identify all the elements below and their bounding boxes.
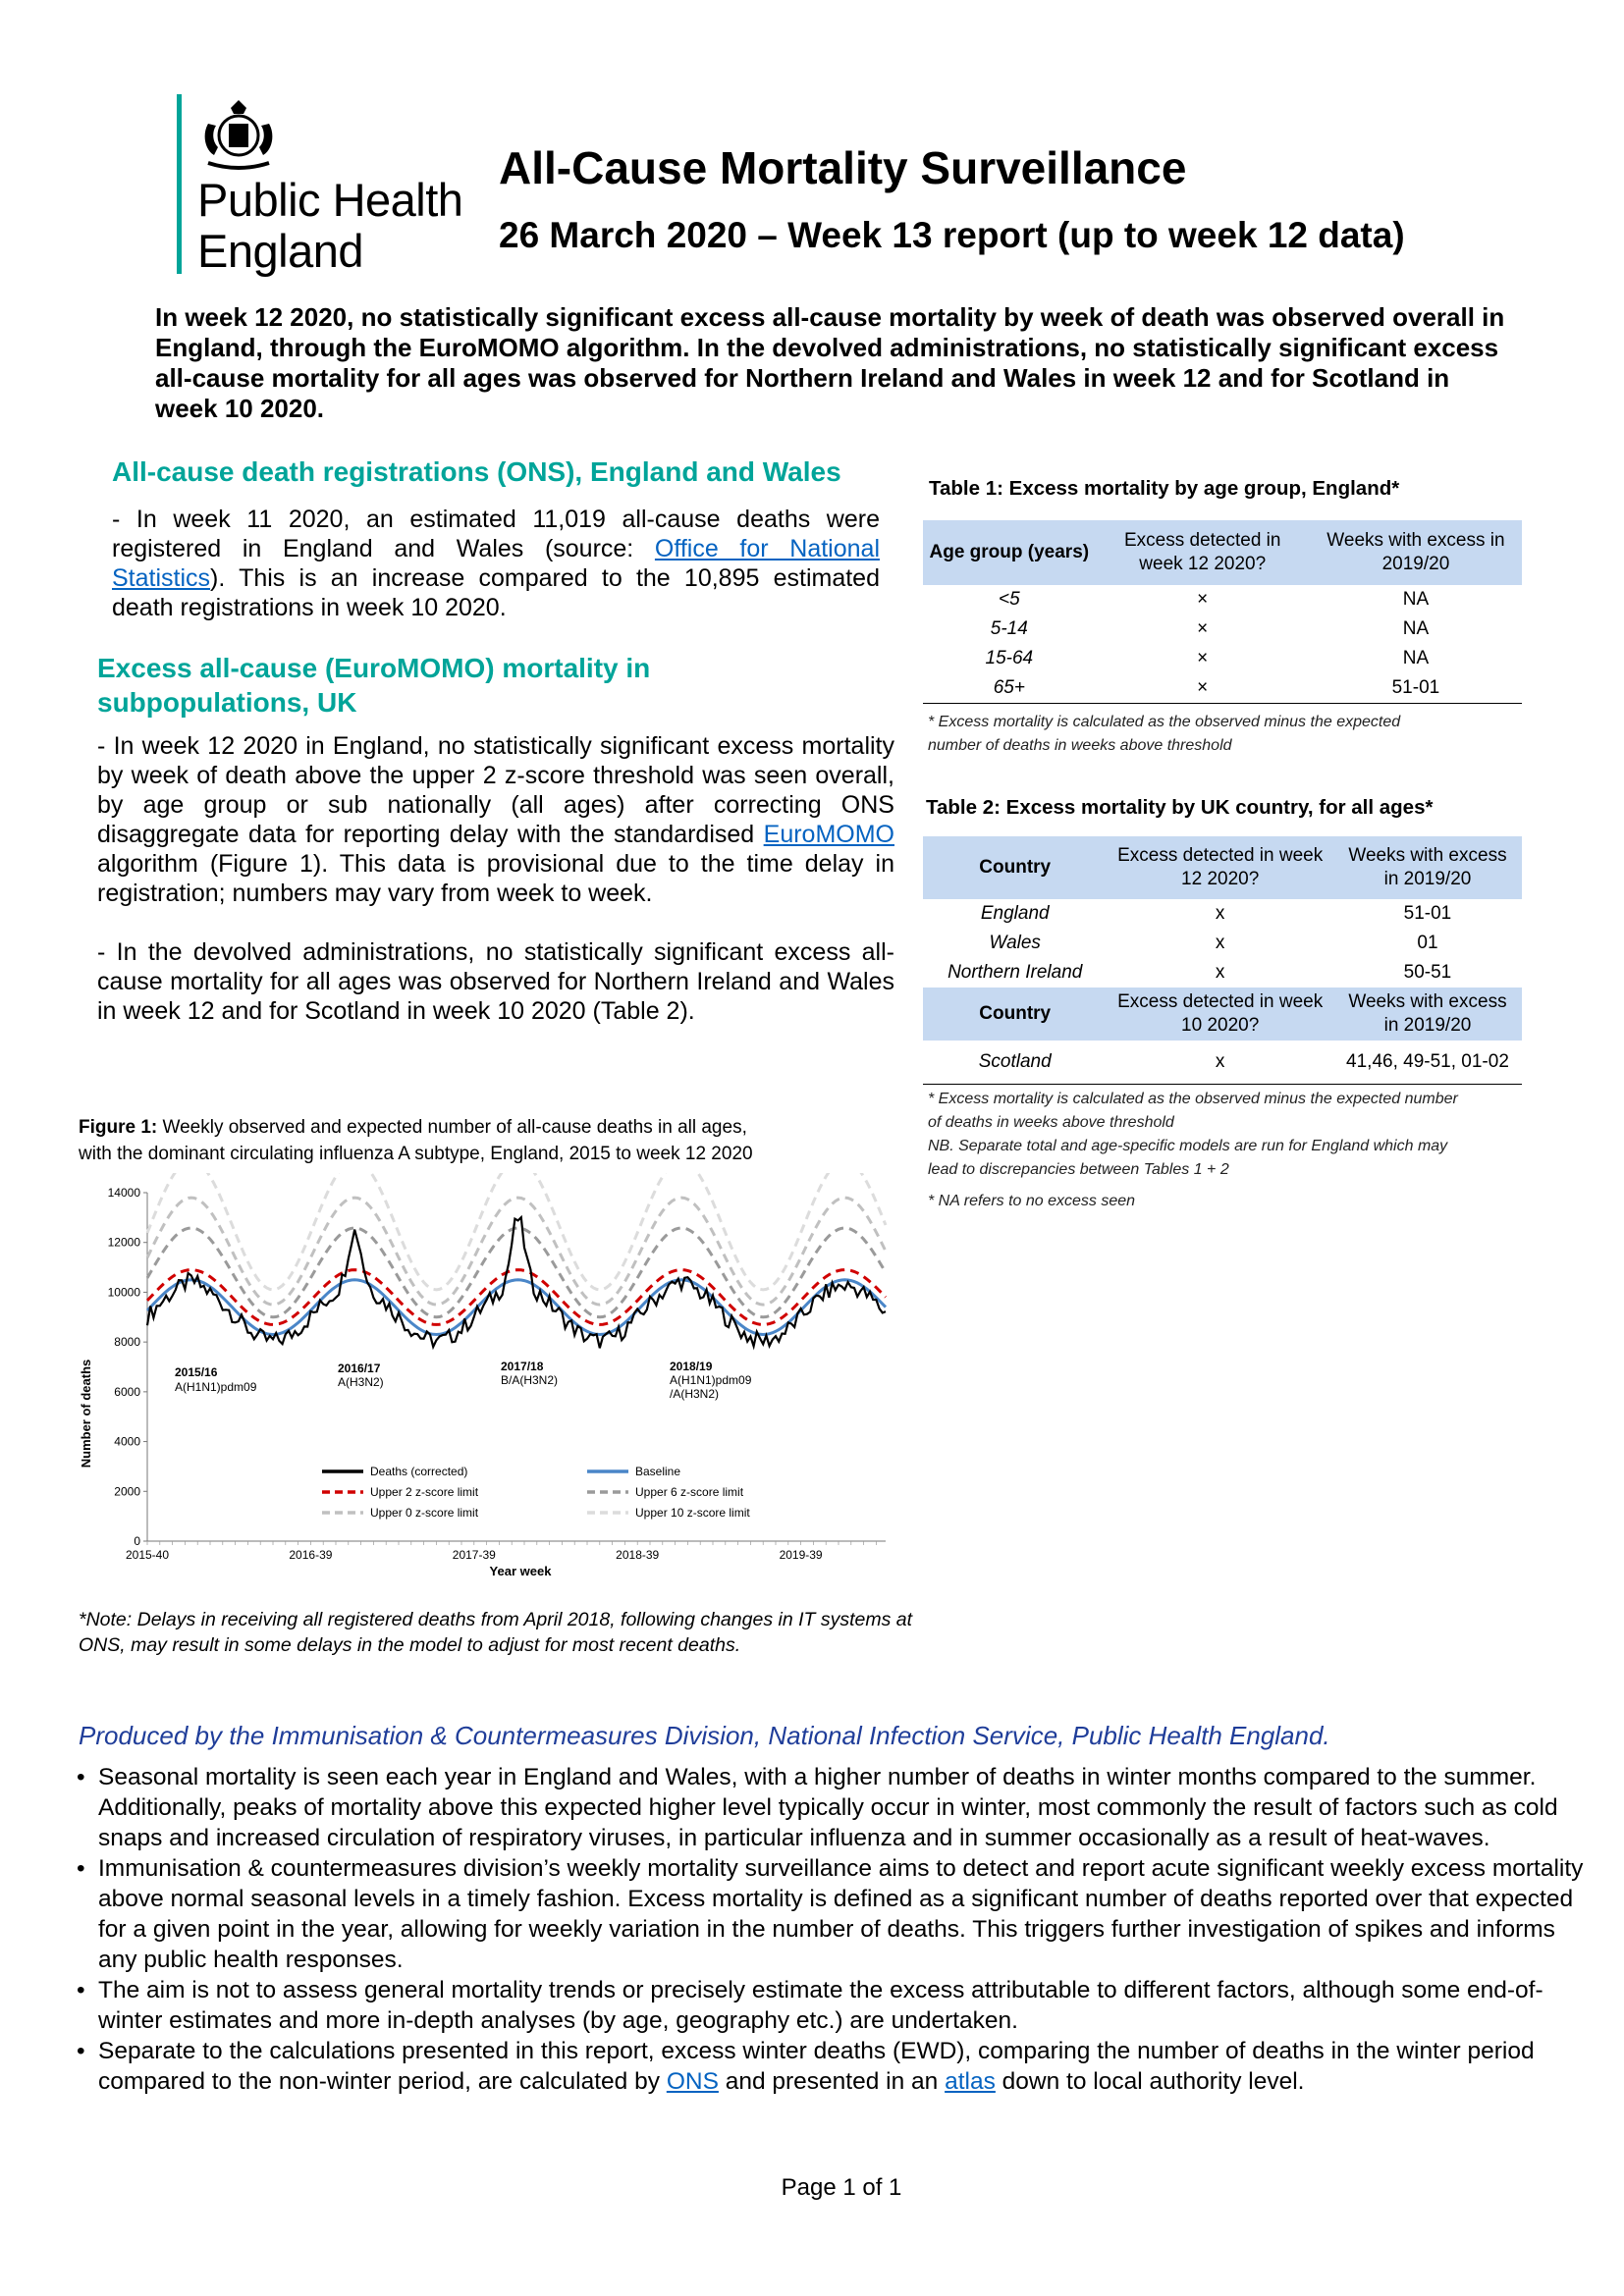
- chart-note: [79, 1607, 1021, 1658]
- section1-text-after: ). This is an increase compared to the 10,895 estimated death registrations in week 10 2020.: [112, 564, 880, 621]
- table2-cell: 51-01: [1403, 903, 1452, 924]
- bullet-text: Immunisation & countermeasures division’s weekly mortality surveillance aims to detect and report acute significant weekly excess mortality above normal seasonal levels in a timely fashion. Excess mortality is defined as a significant number of deaths reported over that expected for a given point in the year, allowing for weekly variation in the number of deaths. This triggers further investigation of spikes and informs any public health responses.: [98, 1855, 1584, 1973]
- table2-header: Weeks with excess in 2019/20: [1333, 988, 1522, 1041]
- ons-ewd-link[interactable]: ONS: [666, 2068, 719, 2095]
- list-item: [77, 2036, 1589, 2097]
- bullet-text: down to local authority level.: [995, 2068, 1305, 2095]
- chart-series: [147, 1173, 886, 1348]
- section2-p1-before: - In week 12 2020 in England, no statistically significant excess mortality by week of death above the upper 2 z-score threshold was seen overall, by age group or sub nationally (all ages) after correcting ONS disaggregate data for reporting delay with the standardised: [97, 732, 894, 848]
- euromomo-link[interactable]: EuroMOMO: [763, 821, 894, 848]
- season-subtype: /A(H3N2): [670, 1387, 720, 1401]
- table2-caption: Table 2: Excess mortality by UK country, for all ages*: [926, 796, 1434, 819]
- x-axis-label: Year week: [489, 1564, 552, 1578]
- table2-cell: England: [980, 903, 1050, 924]
- x-tick-label: 2015-40: [125, 1548, 170, 1562]
- table1-cell: NA: [1402, 618, 1430, 639]
- table-row: [923, 929, 1522, 958]
- upper-0-z-line: [147, 1198, 886, 1305]
- table2-cell: Northern Ireland: [947, 962, 1083, 983]
- table2-note1-line1: * Excess mortality is calculated as the observed minus the expected number: [928, 1091, 1458, 1107]
- table1-cell: <5: [998, 589, 1020, 610]
- list-item: [77, 1762, 1589, 1853]
- mortality-chart: [69, 1173, 903, 1595]
- y-tick-label: 10000: [107, 1285, 140, 1300]
- baseline-line: [147, 1280, 886, 1335]
- x-tick-label: 2019-39: [779, 1548, 823, 1562]
- table2-cell: x: [1215, 1050, 1225, 1072]
- table-row: [923, 1041, 1522, 1084]
- figure-caption: [79, 1114, 893, 1167]
- table2-cell: x: [1215, 903, 1225, 924]
- table1-cell: ×: [1197, 648, 1209, 668]
- org-line2: England: [197, 225, 363, 277]
- page-subtitle: 26 March 2020 – Week 13 report (up to week 12 data): [499, 215, 1405, 255]
- season-label: 2015/16: [175, 1365, 218, 1379]
- section1-text-before: - In week 11 2020, an estimated 11,019 all-cause deaths were registered in England and Wales (source:: [112, 506, 880, 562]
- section2-p1-after: algorithm (Figure 1). This data is provisional due to the time delay in registration; numbers may vary from week to week.: [97, 850, 894, 907]
- table2-header: Excess detected in week 10 2020?: [1107, 988, 1333, 1041]
- y-tick-label: 8000: [114, 1335, 140, 1350]
- section1-heading: All-cause death registrations (ONS), England and Wales: [112, 456, 841, 487]
- x-tick-label: 2016-39: [289, 1548, 333, 1562]
- upper-10-z-line: [147, 1173, 886, 1290]
- table1-cell: ×: [1197, 618, 1209, 639]
- ons-link[interactable]: Office for National Statistics: [112, 535, 880, 592]
- table1-note-line2: number of deaths in weeks above threshold: [928, 737, 1232, 754]
- table2-note3: * NA refers to no excess seen: [928, 1193, 1136, 1209]
- list-item: [77, 1975, 1589, 2036]
- atlas-link[interactable]: atlas: [945, 2068, 996, 2095]
- legend-item: Upper 0 z-score limit: [370, 1506, 479, 1520]
- list-item: [77, 1853, 1589, 1975]
- x-tick-label: 2018-39: [616, 1548, 660, 1562]
- table1-cell: 15-64: [985, 648, 1034, 668]
- figure-caption-line1: Weekly observed and expected number of all-cause deaths in all ages,: [157, 1117, 747, 1138]
- season-annotations: [175, 1360, 752, 1401]
- y-tick-label: 4000: [114, 1434, 140, 1449]
- table1-cell: ×: [1197, 589, 1209, 610]
- table1-header: Excess detected in week 12 2020?: [1096, 520, 1310, 585]
- table2-cell: Scotland: [978, 1050, 1052, 1072]
- bullet-text: Separate to the calculations presented in this report, excess winter deaths (EWD), comparing the number of deaths in the winter period compared to the non-winter period, are calculated by: [98, 2038, 1535, 2095]
- y-axis-label: Number of deaths: [79, 1359, 93, 1468]
- legend-item: Upper 6 z-score limit: [635, 1485, 744, 1499]
- bullet-text: Seasonal mortality is seen each year in England and Wales, with a higher number of deaths in winter months compared to the summer. Additionally, peaks of mortality above this expected higher level typically occur in winter, most commonly the result of factors such as cold snaps and increased circulation of respiratory viruses, in particular influenza and in summer occasionally as a result of heat-waves.: [98, 1764, 1558, 1851]
- section1-paragraph: [112, 505, 880, 622]
- table1-cell: 5-14: [990, 618, 1028, 639]
- table2-header: Weeks with excess in 2019/20: [1333, 836, 1522, 899]
- table2-header: Excess detected in week 12 2020?: [1107, 836, 1333, 899]
- bullet-icon: •: [77, 2038, 85, 2064]
- table2-note1-line2: of deaths in weeks above threshold: [928, 1114, 1174, 1131]
- season-subtype: A(H1N1)pdm09: [670, 1373, 752, 1387]
- table1-caption: Table 1: Excess mortality by age group, England*: [929, 477, 1400, 500]
- y-tick-label: 2000: [114, 1484, 140, 1499]
- x-tick-label: 2017-39: [452, 1548, 496, 1562]
- page-number: Page 1 of 1: [781, 2174, 902, 2201]
- info-bullets: [77, 1762, 1589, 2097]
- table2-header: Country: [923, 988, 1107, 1041]
- chart-legend: [322, 1465, 750, 1520]
- table-row: [923, 614, 1522, 644]
- table-row: [923, 673, 1522, 704]
- bullet-icon: •: [77, 1764, 85, 1790]
- bullet-icon: •: [77, 1855, 85, 1882]
- section2-heading: [97, 651, 650, 720]
- section2-paragraph1: [97, 731, 894, 908]
- table2-header: Country: [923, 836, 1107, 899]
- table1-cell: NA: [1402, 589, 1430, 610]
- table-row: [923, 958, 1522, 988]
- table1-cell: ×: [1197, 677, 1209, 698]
- section2-paragraph2: - In the devolved administrations, no statistically significant excess all-cause mortality for all ages was observed for Northern Ireland and Wales in week 12 and for Scotland in week 10 2020 (Table 2).: [97, 938, 894, 1025]
- royal-crest-icon: [194, 94, 283, 173]
- produced-by: Produced by the Immunisation & Countermeasures Division, National Infection Service, Public Health England.: [79, 1721, 1330, 1750]
- table1-cell: 51-01: [1391, 677, 1440, 698]
- season-label: 2018/19: [670, 1360, 713, 1373]
- chart-note-line1: *Note: Delays in receiving all registered deaths from April 2018, following changes in IT systems at: [79, 1609, 913, 1630]
- section2-heading-line1: Excess all-cause (EuroMOMO) mortality in: [97, 653, 651, 683]
- season-label: 2016/17: [338, 1362, 381, 1375]
- chart-note-line2: ONS, may result in some delays in the model to adjust for most recent deaths.: [79, 1634, 741, 1656]
- table2-note2-line1: NB. Separate total and age-specific models are run for England which may: [928, 1138, 1448, 1154]
- y-tick-label: 6000: [114, 1384, 140, 1399]
- table1-header: Age group (years): [923, 520, 1096, 585]
- table2-cell: Wales: [989, 933, 1041, 953]
- table1-cell: 65+: [993, 677, 1025, 698]
- legend-item: Upper 2 z-score limit: [370, 1485, 479, 1499]
- table1-note: [928, 711, 1400, 758]
- org-line1: Public Health: [197, 174, 463, 226]
- table2-cell: 50-51: [1403, 962, 1452, 983]
- y-tick-label: 0: [134, 1534, 140, 1548]
- summary-paragraph: In week 12 2020, no statistically significant excess all-cause mortality by week of death was observed overall in England, through the EuroMOMO algorithm. In the devolved administrations, no statistically significant excess all-cause mortality for all ages was observed for Northern Ireland and Wales in week 12 and for Scotland in week 10 2020.: [155, 302, 1505, 423]
- season-subtype: A(H3N2): [338, 1375, 384, 1389]
- table2-cell: x: [1215, 933, 1225, 953]
- bullet-text: The aim is not to assess general mortality trends or precisely estimate the excess attributable to different factors, although some end-of-winter estimates and more in-depth analyses (by age, geography etc.) are undertaken.: [98, 1977, 1543, 2034]
- section2-heading-line2: subpopulations, UK: [97, 687, 357, 718]
- bullet-text: and presented in an: [718, 2068, 946, 2095]
- table2-cell: x: [1215, 962, 1225, 983]
- table1-note-line1: * Excess mortality is calculated as the observed minus the expected: [928, 714, 1401, 730]
- table2-notes: [928, 1088, 1458, 1213]
- table2-cell: 01: [1417, 933, 1438, 953]
- y-axis: [108, 1186, 147, 1548]
- org-logo-text: [197, 175, 462, 277]
- table1-cell: NA: [1402, 648, 1430, 668]
- table1: [923, 520, 1522, 704]
- table2: [923, 836, 1522, 1085]
- table-row: [923, 899, 1522, 929]
- table2-cell: 41,46, 49-51, 01-02: [1346, 1050, 1509, 1072]
- table-row: [923, 585, 1522, 614]
- logo-bar: [177, 94, 182, 274]
- y-tick-label: 14000: [107, 1186, 140, 1200]
- bullet-icon: •: [77, 1977, 85, 2003]
- upper-6-z-line: [147, 1228, 886, 1317]
- figure-caption-line2: with the dominant circulating influenza A subtype, England, 2015 to week 12 2020: [79, 1144, 753, 1164]
- season-subtype: A(H1N1)pdm09: [175, 1380, 257, 1394]
- season-label: 2017/18: [501, 1360, 544, 1373]
- table1-header: Weeks with excess in 2019/20: [1310, 520, 1522, 585]
- page-title: All-Cause Mortality Surveillance: [499, 142, 1187, 193]
- figure-caption-label: Figure 1:: [79, 1117, 158, 1138]
- x-axis: [126, 1541, 886, 1562]
- legend-item: Baseline: [635, 1465, 681, 1478]
- table2-note2-line2: lead to discrepancies between Tables 1 + 2: [928, 1161, 1229, 1178]
- legend-item: Deaths (corrected): [370, 1465, 468, 1478]
- legend-item: Upper 10 z-score limit: [635, 1506, 750, 1520]
- y-tick-label: 12000: [107, 1235, 140, 1250]
- table-row: [923, 644, 1522, 673]
- season-subtype: B/A(H3N2): [501, 1373, 559, 1387]
